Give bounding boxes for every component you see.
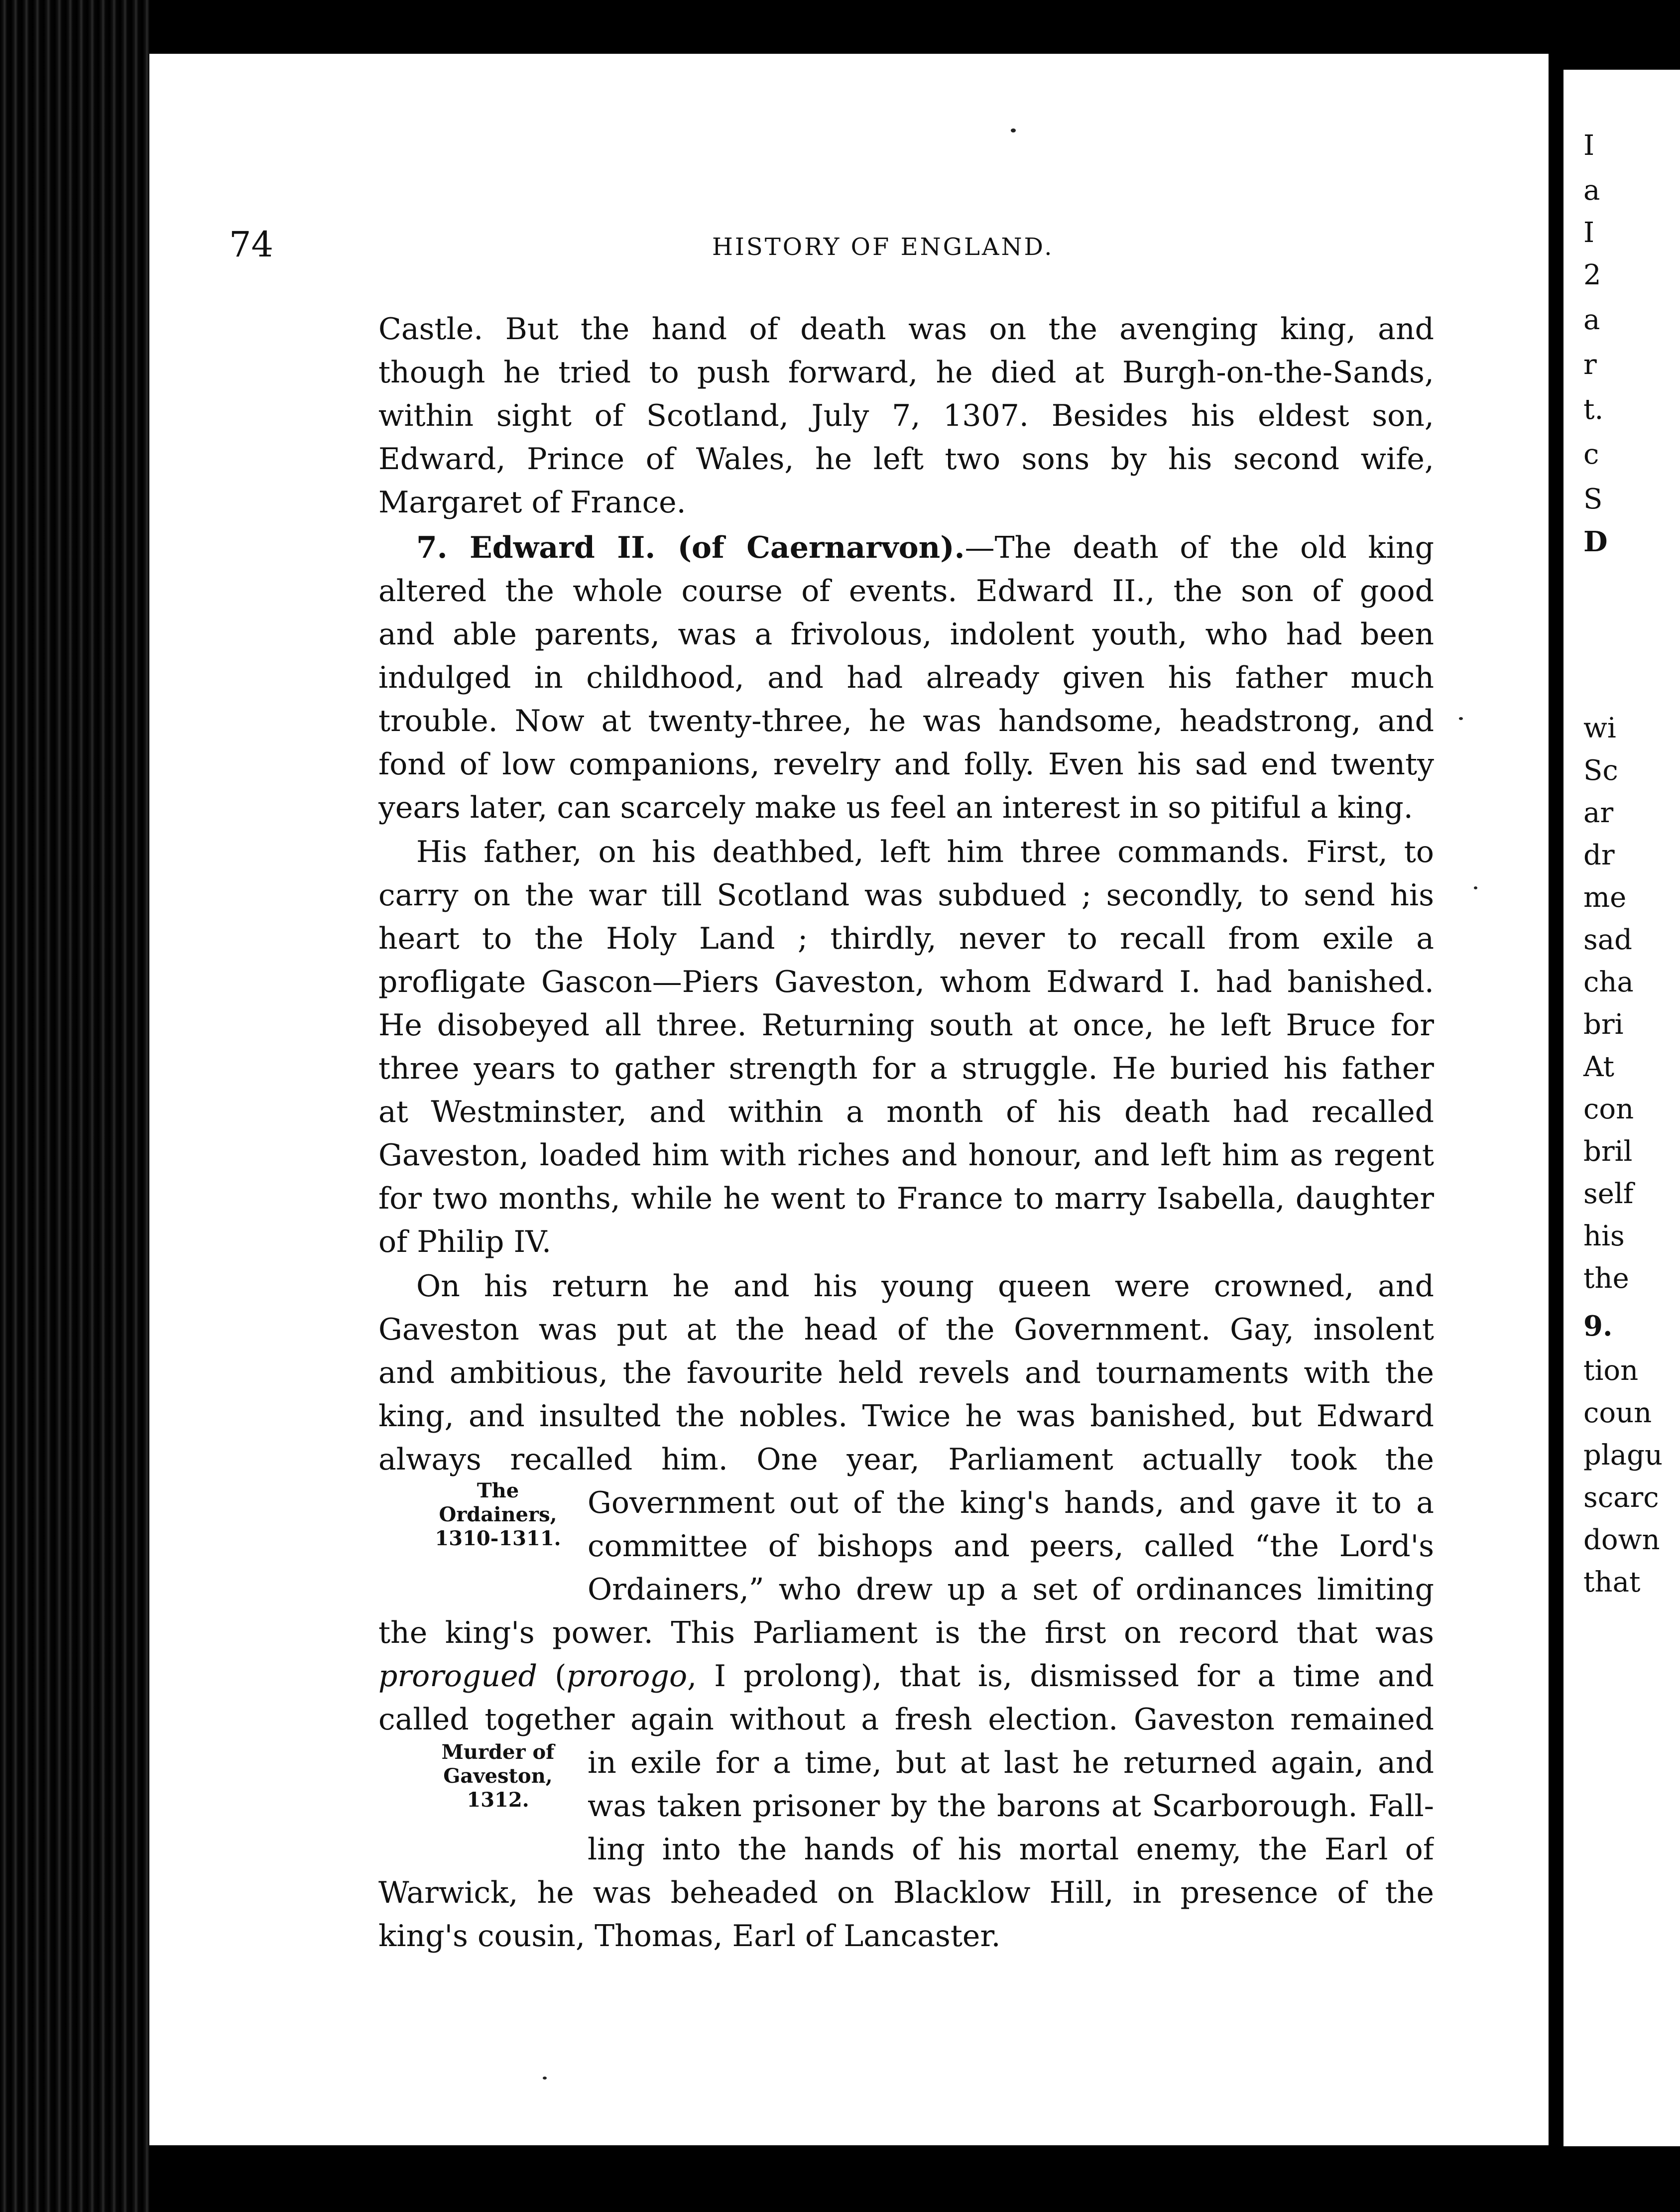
facing-page-fragment: the xyxy=(1583,1262,1629,1295)
text-segment: prorogo xyxy=(566,1659,688,1694)
text-segment: On his return he and his young queen were crowned, and xyxy=(416,1269,1434,1304)
text-line xyxy=(378,742,1434,787)
text-segment: , I prolong), that is, dismissed for a time and xyxy=(687,1659,1434,1694)
facing-page-fragment: tion xyxy=(1583,1354,1639,1387)
page-number: 74 xyxy=(229,224,274,265)
facing-page-fragment: a xyxy=(1583,174,1600,207)
text-line xyxy=(378,960,1434,1004)
text-line xyxy=(378,1264,1434,1309)
text-segment: king's cousin, Thomas, Earl of Lancaster. xyxy=(378,1919,1001,1954)
text-line xyxy=(378,1394,1434,1439)
text-segment: profligate Gascon—Piers Gaveston, whom Edward I. had banished. xyxy=(378,965,1434,999)
text-segment: the king's power. This Parliament is the first on record that was xyxy=(378,1615,1434,1650)
facing-page-fragment: me xyxy=(1583,881,1627,914)
facing-page-fragment: down xyxy=(1583,1524,1660,1556)
text-line xyxy=(378,655,1434,700)
running-head: HISTORY OF ENGLAND. xyxy=(712,233,1054,261)
text-line xyxy=(378,1437,1434,1482)
text-line xyxy=(378,1914,1434,1959)
text-segment: king, and insulted the nobles. Twice he was banished, but Edward xyxy=(378,1399,1434,1434)
text-segment: heart to the Holy Land ; thirdly, never to recall from exile a xyxy=(378,921,1434,956)
text-line xyxy=(378,1870,1434,1915)
facing-page-fragment: sad xyxy=(1583,924,1632,956)
sidenote-line: Murder of xyxy=(441,1740,555,1764)
facing-page-fragment: coun xyxy=(1583,1397,1652,1429)
text-line xyxy=(378,916,1434,961)
facing-page-fragment: c xyxy=(1583,438,1599,471)
text-line xyxy=(588,1740,1434,1785)
text-segment: His father, on his deathbed, left him three commands. First, to xyxy=(416,835,1434,869)
facing-page-fragment: t. xyxy=(1583,393,1604,426)
facing-page-fragment: 9. xyxy=(1583,1310,1613,1343)
text-segment: three years to gather strength for a struggle. He buried his father xyxy=(378,1051,1434,1086)
scan-speck xyxy=(1011,128,1016,132)
text-line xyxy=(588,1784,1434,1829)
text-segment: 7. Edward II. (of Caernarvon). xyxy=(416,530,965,565)
sidenote-line: Ordainers, xyxy=(439,1503,557,1526)
text-segment: always recalled him. One year, Parliament actually took the xyxy=(378,1442,1434,1477)
text-segment: though he tried to push forward, he died at Burgh-on-the-Sands, xyxy=(378,355,1434,390)
facing-page-fragment: scarc xyxy=(1583,1481,1659,1514)
sidenote-line: 1312. xyxy=(467,1788,529,1812)
text-line xyxy=(378,785,1434,830)
text-line xyxy=(378,873,1434,918)
facing-page-fragment: 2 xyxy=(1583,259,1601,291)
text-segment: of Philip IV. xyxy=(378,1225,552,1259)
scan-speck xyxy=(1474,886,1477,889)
text-line xyxy=(378,307,1434,352)
text-segment: and ambitious, the favourite held revels and tournaments with the xyxy=(378,1355,1434,1390)
text-line xyxy=(378,1654,1434,1699)
text-segment: prorogued xyxy=(378,1659,537,1694)
text-line xyxy=(588,1567,1434,1612)
text-line xyxy=(378,525,1434,570)
sidenote-ordainers xyxy=(423,1479,573,1551)
sidenote-line: Gaveston, xyxy=(443,1764,553,1788)
text-segment: trouble. Now at twenty-three, he was handsome, headstrong, and xyxy=(378,704,1434,738)
facing-page-fragment: cha xyxy=(1583,966,1634,998)
facing-page-fragment: dr xyxy=(1583,839,1615,871)
text-line xyxy=(588,1524,1434,1569)
text-line xyxy=(378,1697,1434,1742)
text-line xyxy=(378,830,1434,874)
text-line xyxy=(378,393,1434,438)
text-segment: within sight of Scotland, July 7, 1307. Besides his eldest son, xyxy=(378,398,1434,433)
text-line xyxy=(378,437,1434,482)
facing-page-fragment: plagu xyxy=(1583,1439,1663,1472)
text-segment: ling into the hands of his mortal enemy, the Earl of xyxy=(588,1832,1434,1867)
text-segment: altered the whole course of events. Edward II., the son of good xyxy=(378,574,1434,609)
scan-speck xyxy=(543,2077,547,2080)
text-segment: Margaret of France. xyxy=(378,485,686,520)
text-segment: Warwick, he was beheaded on Blacklow Hill, in presence of the xyxy=(378,1875,1434,1910)
text-segment: in exile for a time, but at last he returned again, and xyxy=(588,1745,1434,1780)
text-line xyxy=(378,1307,1434,1352)
facing-page-fragment: I xyxy=(1583,129,1595,162)
facing-page-fragment: a xyxy=(1583,304,1600,336)
text-line xyxy=(378,1351,1434,1395)
text-line xyxy=(378,569,1434,614)
text-line xyxy=(378,350,1434,395)
text-line xyxy=(588,1480,1434,1525)
text-segment: Gaveston was put at the head of the Government. Gay, insolent xyxy=(378,1312,1434,1347)
text-segment: for two months, while he went to France to marry Isabella, daughter xyxy=(378,1181,1434,1216)
facing-page-fragment: con xyxy=(1583,1093,1634,1125)
text-segment: fond of low companions, revelry and folly. Even his sad end twenty xyxy=(378,747,1434,782)
text-line xyxy=(588,1827,1434,1872)
text-segment: years later, can scarcely make us feel an interest in so pitiful a king. xyxy=(378,790,1413,825)
text-line xyxy=(378,480,1434,525)
text-line xyxy=(378,1176,1434,1221)
sidenote-line: 1310-1311. xyxy=(435,1527,561,1550)
facing-page-fragment: bril xyxy=(1583,1135,1633,1168)
text-segment: committee of bishops and peers, called “the Lord's xyxy=(588,1529,1434,1564)
facing-page-fragment: D xyxy=(1583,525,1608,558)
text-segment: at Westminster, and within a month of his death had recalled xyxy=(378,1095,1434,1129)
facing-page-fragment: that xyxy=(1583,1566,1641,1598)
text-segment: and able parents, was a frivolous, indolent youth, who had been xyxy=(378,617,1434,652)
text-segment: Castle. But the hand of death was on the avenging king, and xyxy=(378,312,1434,347)
facing-page-fragment: bri xyxy=(1583,1008,1624,1041)
text-segment: He disobeyed all three. Returning south at once, he left Bruce for xyxy=(378,1008,1434,1043)
text-segment: Ordainers,” who drew up a set of ordinances limiting xyxy=(588,1572,1434,1607)
facing-page-fragment: I xyxy=(1583,217,1595,249)
text-segment: Gaveston, loaded him with riches and honour, and left him as regent xyxy=(378,1138,1434,1173)
facing-page-fragment: self xyxy=(1583,1178,1634,1210)
facing-page-fragment: S xyxy=(1583,483,1603,515)
scan-speck xyxy=(1459,717,1463,720)
facing-page-fragment: Sc xyxy=(1583,754,1618,787)
text-line xyxy=(378,1003,1434,1048)
text-segment: carry on the war till Scotland was subdued ; secondly, to send his xyxy=(378,878,1434,913)
text-segment: indulged in childhood, and had already given his father much xyxy=(378,660,1434,695)
text-line xyxy=(378,1610,1434,1655)
facing-page-fragment: At xyxy=(1583,1051,1614,1083)
facing-page-fragment: ar xyxy=(1583,797,1614,829)
text-segment: was taken prisoner by the barons at Scarborough. Fall- xyxy=(588,1789,1434,1824)
text-line xyxy=(378,1046,1434,1091)
facing-page-fragment: his xyxy=(1583,1220,1625,1252)
text-segment: Government out of the king's hands, and gave it to a xyxy=(588,1485,1434,1520)
text-line xyxy=(378,1220,1434,1264)
text-segment: —The death of the old king xyxy=(964,530,1434,565)
text-segment: called together again without a fresh election. Gaveston remained xyxy=(378,1702,1434,1737)
sidenote-line: The xyxy=(477,1479,519,1502)
text-line xyxy=(378,1133,1434,1178)
facing-page-fragment: r xyxy=(1583,349,1597,381)
text-line xyxy=(378,699,1434,743)
text-segment: ( xyxy=(537,1659,567,1694)
text-line xyxy=(378,1090,1434,1134)
facing-page-fragment: wi xyxy=(1583,712,1616,744)
sidenote-murder-of-gaveston xyxy=(423,1740,573,1812)
text-line xyxy=(378,612,1434,657)
text-segment: Edward, Prince of Wales, he left two sons by his second wife, xyxy=(378,442,1434,477)
